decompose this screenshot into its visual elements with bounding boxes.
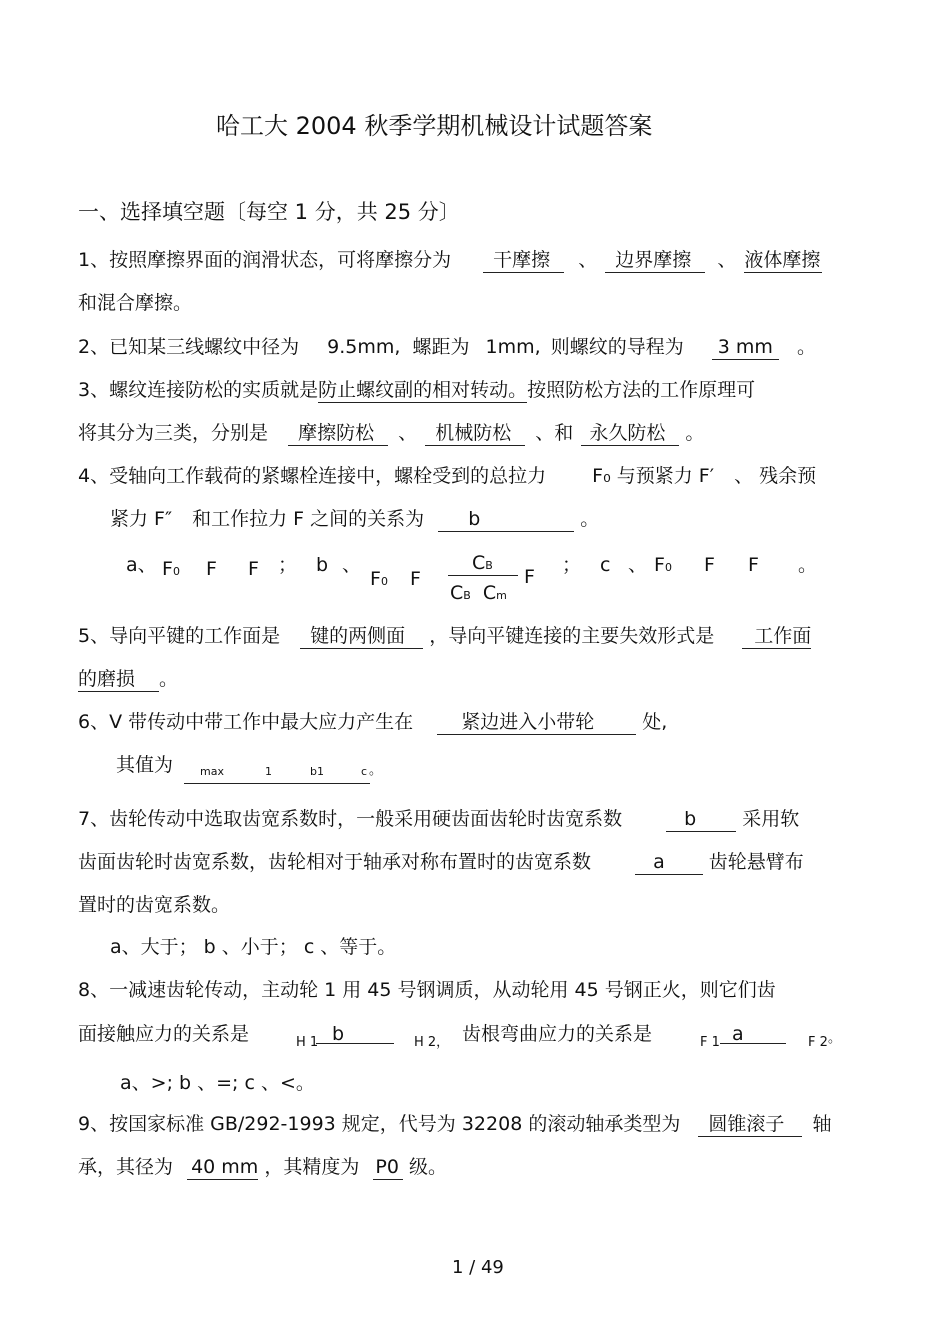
- question-text: ，导向平键连接的主要失效形式是: [429, 625, 715, 647]
- question-text: ，其精度为: [264, 1156, 360, 1178]
- separator: 、: [342, 554, 362, 576]
- question-5-line2: [78, 670, 178, 692]
- answer-blank: 工作面: [742, 627, 811, 649]
- formula-f: F: [748, 554, 759, 576]
- question-text: 齿根弯曲应力的关系是: [462, 1023, 653, 1045]
- question-8: 8、一减速齿轮传动，主动轮 1 用 45 号钢调质，从动轮用 45 号钢正火，则它们齿: [78, 979, 776, 1001]
- answer-blank: 机械防松: [425, 424, 525, 446]
- question-text: 9、按国家标准 GB/292-1993 规定，代号为 32208 的滚动轴承类型为: [78, 1113, 681, 1135]
- answer-blank: 键的两侧面: [300, 627, 423, 649]
- question-text: 齿轮悬臂布: [708, 851, 804, 873]
- force-label: 紧力 F″: [110, 508, 173, 530]
- question-6-line2: 其值为: [116, 754, 174, 776]
- formula-f: F: [704, 554, 715, 576]
- separator: 、: [717, 249, 737, 271]
- question-9-line2: [78, 1158, 447, 1180]
- separator: ；: [278, 554, 298, 576]
- fraction-bar: [448, 575, 518, 576]
- question-text: 按照防松方法的工作原理可: [527, 379, 756, 401]
- fraction-numerator: CB: [472, 552, 493, 574]
- separator: 。: [797, 336, 817, 358]
- stress-symbol: H 1: [296, 1035, 319, 1050]
- answer-blank: 的磨损: [78, 670, 159, 692]
- answer-blank: 3 mm: [712, 338, 779, 360]
- question-text: 齿面齿轮时齿宽系数，齿轮相对于轴承对称布置时的齿宽系数: [78, 851, 592, 873]
- page-number: 1 / 49: [452, 1257, 504, 1278]
- question-text: 3、螺纹连接防松的实质就是: [78, 379, 319, 401]
- option-a-label: a、: [126, 554, 157, 576]
- stress-symbol: F 1: [700, 1035, 720, 1050]
- separator: ；: [562, 554, 582, 576]
- separator: 。: [159, 668, 179, 690]
- answer-blank: b: [332, 1023, 345, 1045]
- stress-symbol: F 2: [808, 1035, 828, 1050]
- question-4: [78, 467, 816, 486]
- formula-f0: F0: [654, 554, 672, 576]
- question-4-line2: [110, 510, 599, 532]
- answer-blank: a: [635, 853, 703, 875]
- question-text: 4、受轴向工作载荷的紧螺栓连接中，螺栓受到的总拉力: [78, 465, 547, 487]
- question-text: 螺距为: [412, 336, 470, 358]
- formula-f: F: [206, 558, 217, 580]
- question-text: 则螺纹的导程为: [550, 336, 684, 358]
- option-b-label: b: [316, 554, 329, 576]
- question-3-line2: [78, 424, 704, 446]
- answer-blank: 40 mm: [187, 1158, 258, 1180]
- question-1: [78, 251, 822, 273]
- value-text: 1mm,: [485, 336, 541, 358]
- force-label: F₀ 与预紧力 F′: [592, 465, 715, 487]
- separator: 。: [828, 1031, 842, 1046]
- answer-blank-line: [184, 783, 370, 784]
- question-5: [78, 627, 811, 649]
- answer-blank: 防止螺纹副的相对转动。: [318, 379, 528, 401]
- question-9: [78, 1115, 831, 1137]
- question-6: [78, 713, 667, 735]
- question-text: 级。: [409, 1156, 448, 1178]
- option-c-label: c: [600, 554, 611, 576]
- question-7-line3: 置时的齿宽系数。: [78, 894, 231, 916]
- formula-subscript: b1: [310, 765, 324, 778]
- answer-blank: 液体摩擦: [744, 249, 821, 271]
- formula-f: F: [248, 558, 259, 580]
- stress-symbol: H 2，: [414, 1035, 450, 1050]
- question-text: 1、按照摩擦界面的润滑状态，可将摩擦分为: [78, 249, 452, 271]
- question-text: 和工作拉力 F 之间的关系为: [192, 508, 425, 530]
- answer-blank: 圆锥滚子: [698, 1115, 802, 1137]
- question-2: [78, 338, 816, 360]
- question-text: 承，其径为: [78, 1156, 174, 1178]
- separator: 。: [798, 554, 818, 576]
- question-1-line2: 和混合摩擦。: [78, 292, 193, 314]
- separator: 、: [628, 554, 648, 576]
- answer-blank: P0: [373, 1158, 403, 1180]
- question-8-options: a、>; b 、=; c 、<。: [120, 1072, 315, 1094]
- formula-f0: F0: [162, 558, 180, 580]
- fraction-denominator: CB Cm: [450, 582, 507, 604]
- formula-subscript: c: [361, 765, 368, 778]
- formula-f: F: [410, 568, 421, 590]
- formula-f0: F0: [370, 568, 388, 590]
- question-text: 处,: [642, 711, 668, 733]
- question-text: 将其分为三类，分别是: [78, 422, 269, 444]
- question-text: 轴: [812, 1113, 832, 1135]
- separator: 、和: [535, 422, 574, 444]
- question-text: 6、V 带传动中带工作中最大应力产生在: [78, 711, 414, 733]
- question-7-line2: [78, 853, 804, 875]
- formula-subscript: max: [200, 765, 224, 778]
- question-text: 5、导向平键的工作面是: [78, 625, 281, 647]
- question-text: 、 残余预: [734, 465, 817, 487]
- answer-blank: 干摩擦: [483, 251, 564, 273]
- separator: 、: [578, 249, 598, 271]
- answer-blank-line: [720, 1043, 786, 1044]
- question-text: 2、已知某三线螺纹中径为: [78, 336, 300, 358]
- question-text: 7、齿轮传动中选取齿宽系数时，一般采用硬齿面齿轮时齿宽系数: [78, 808, 623, 830]
- answer-blank: b: [438, 510, 574, 532]
- document-title: 哈工大 2004 秋季学期机械设计试题答案: [216, 112, 653, 140]
- answer-blank: b: [666, 810, 736, 832]
- question-7-options: a、大于； b 、小于； c 、等于。: [110, 936, 397, 958]
- separator: 。: [685, 422, 705, 444]
- answer-blank: a: [732, 1023, 744, 1045]
- separator: 。: [369, 763, 383, 778]
- question-8-line2: 面接触应力的关系是: [78, 1023, 250, 1045]
- question-3: [78, 381, 755, 403]
- separator: 。: [580, 508, 600, 530]
- answer-blank: 永久防松: [581, 424, 679, 446]
- answer-blank-line: [316, 1043, 394, 1044]
- section-heading: 一、选择填空题〔每空 1 分，共 25 分〕: [78, 200, 460, 224]
- answer-blank: 边界摩擦: [605, 251, 705, 273]
- formula-subscript: 1: [265, 765, 272, 778]
- formula-f: F: [524, 566, 535, 588]
- question-text: 采用软: [742, 808, 800, 830]
- answer-blank: 紧边进入小带轮: [437, 713, 636, 735]
- question-7: [78, 810, 799, 832]
- value-text: 9.5mm,: [327, 336, 401, 358]
- separator: 、: [398, 422, 418, 444]
- answer-blank: 摩擦防松: [288, 424, 388, 446]
